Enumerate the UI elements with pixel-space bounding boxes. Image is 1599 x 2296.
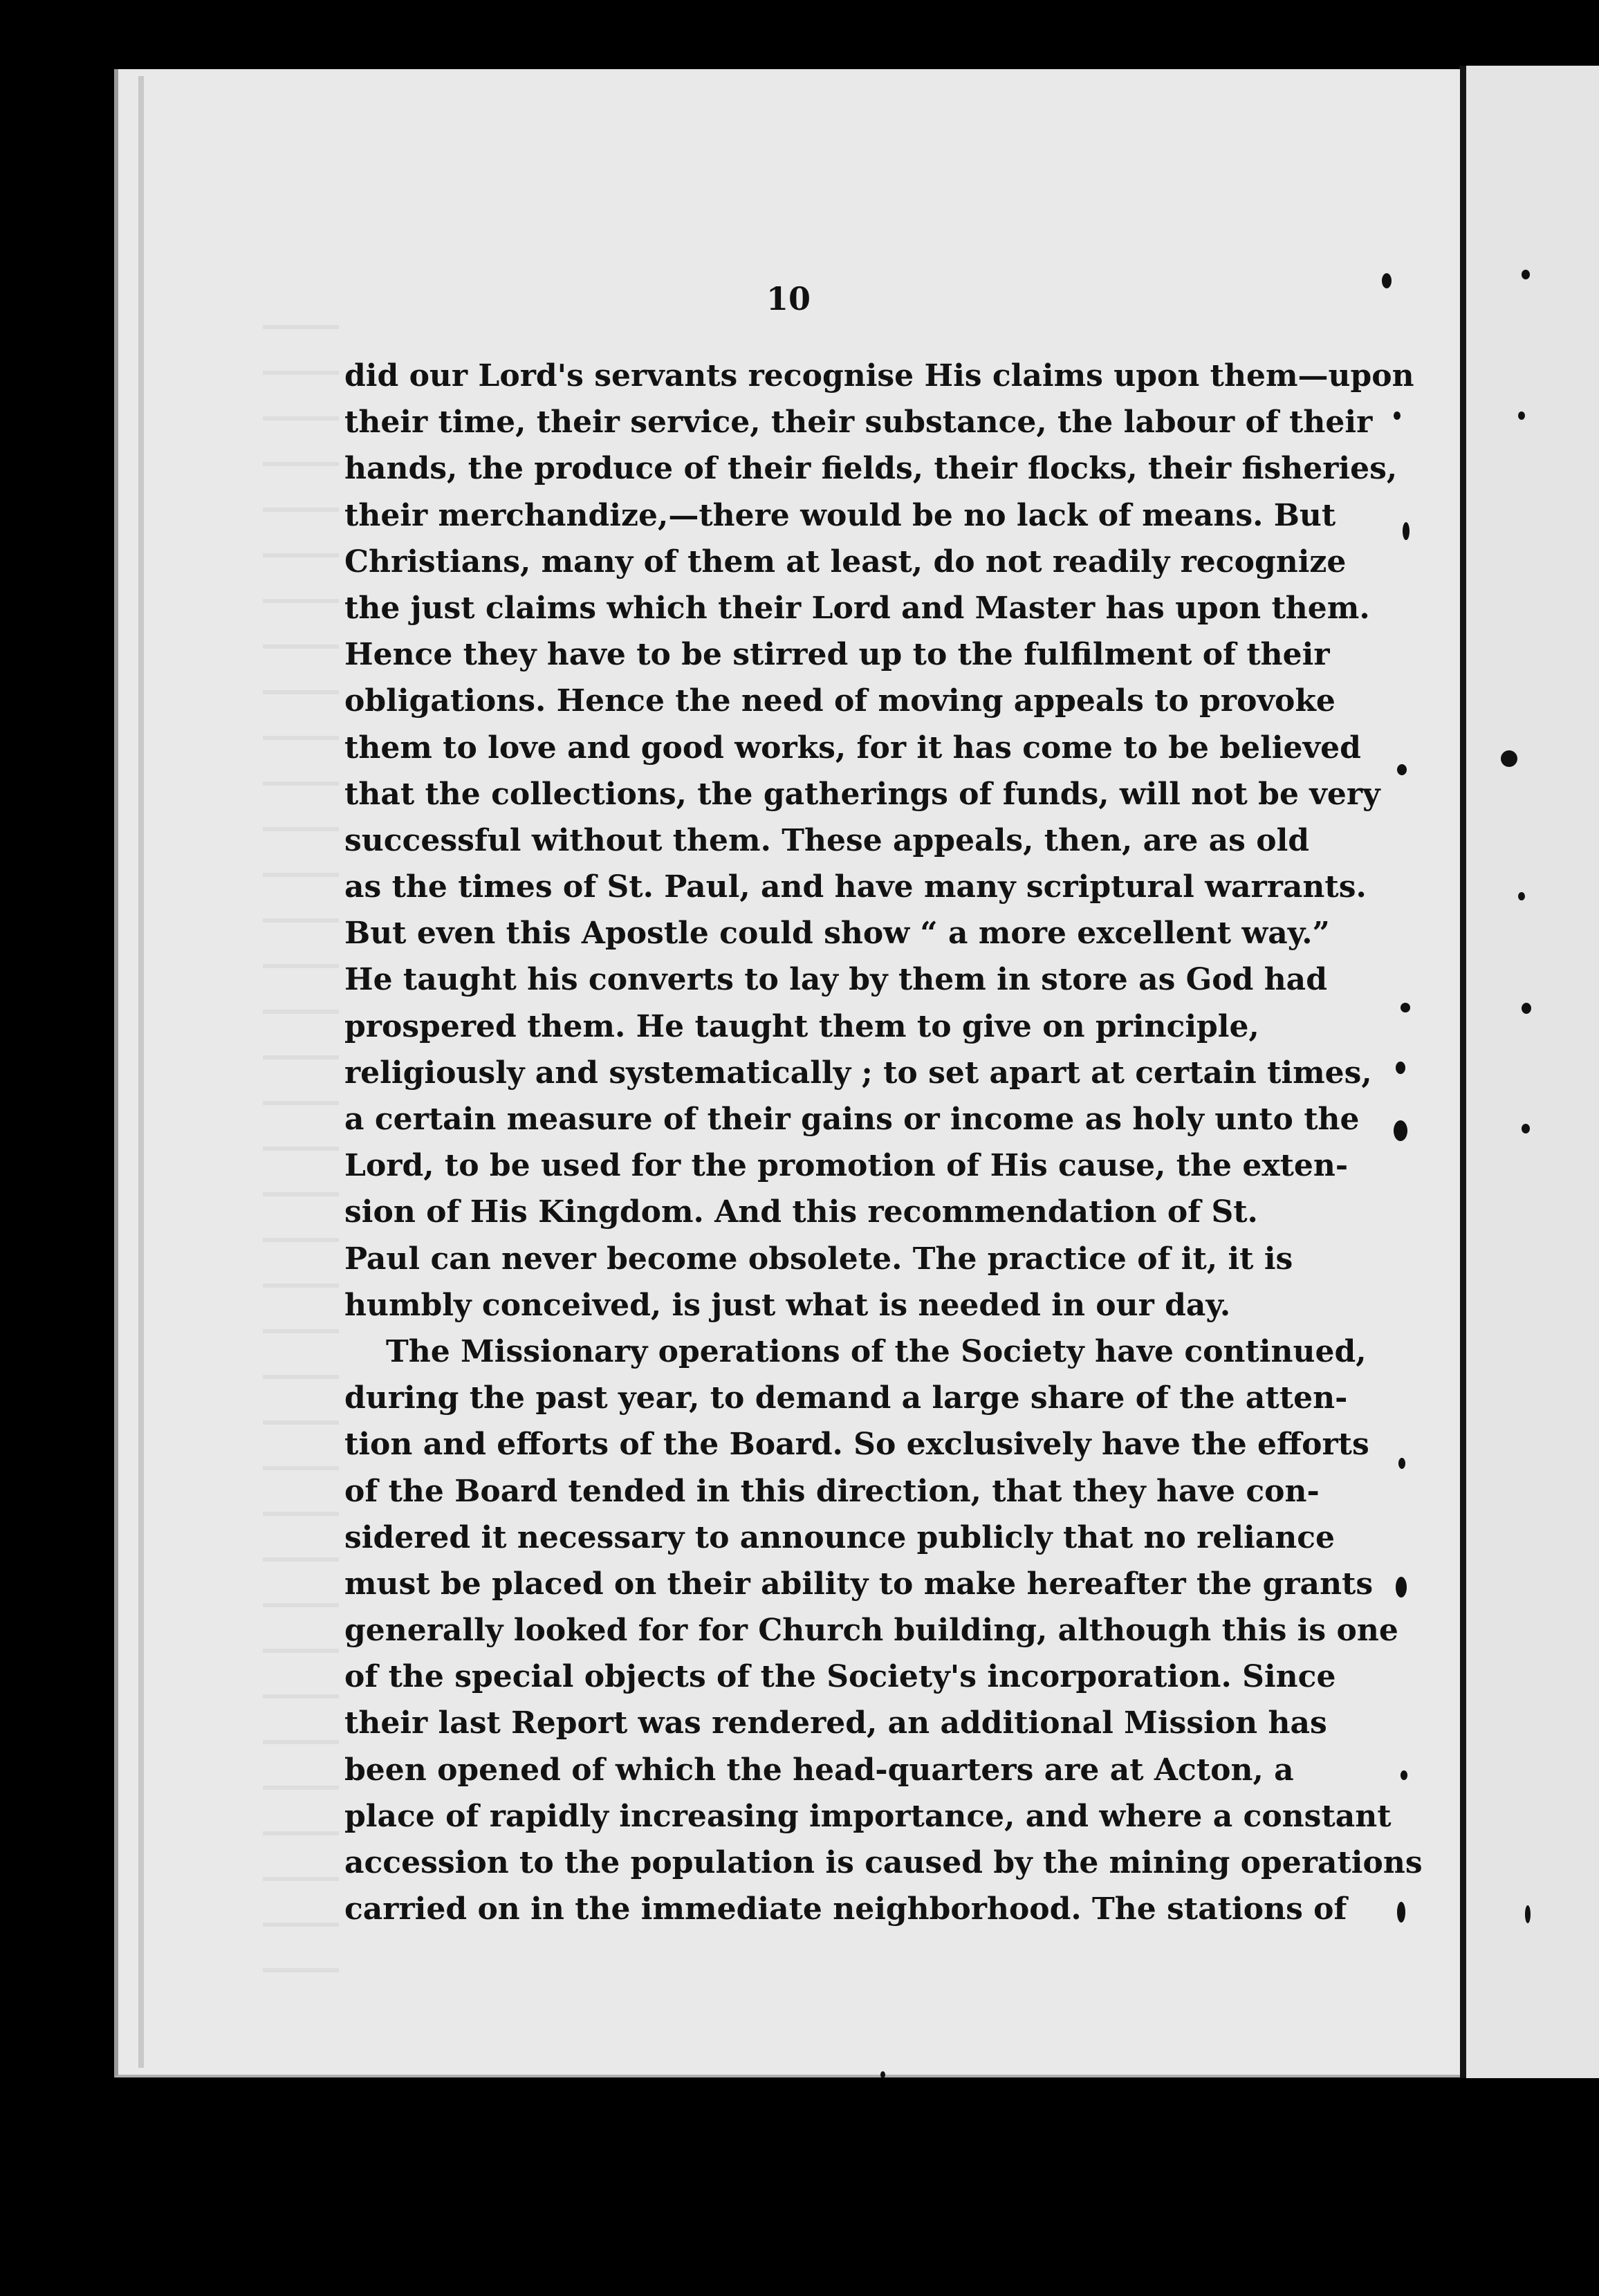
text-line: of the Board tended in this direction, that they have con- xyxy=(344,1473,1320,1509)
ink-speck xyxy=(1396,1577,1407,1598)
text-line: hands, the produce of their fields, their flocks, their fisheries, xyxy=(344,451,1398,487)
text-line: must be placed on their ability to make hereafter the grants xyxy=(344,1566,1374,1602)
ink-speck xyxy=(1522,1003,1531,1014)
body-text xyxy=(344,353,1423,1932)
text-line: tion and efforts of the Board. So exclusively have the efforts xyxy=(344,1427,1369,1463)
text-line: prospered them. He taught them to give on principle, xyxy=(344,1008,1259,1044)
text-line: sidered it necessary to announce publicly that no reliance xyxy=(344,1519,1335,1555)
text-line: Paul can never become obsolete. The practice of it, it is xyxy=(344,1241,1293,1277)
text-line: humbly conceived, is just what is needed in our day. xyxy=(344,1287,1231,1323)
page-edge-shadow xyxy=(138,76,144,2068)
text-line: successful without them. These appeals, then, are as old xyxy=(344,822,1310,858)
bleed-through-text xyxy=(263,325,339,1985)
text-line: But even this Apostle could show “ a more excellent way.” xyxy=(344,916,1330,952)
text-line: been opened of which the head-quarters are at Acton, a xyxy=(344,1752,1294,1788)
ink-speck xyxy=(1394,1120,1407,1141)
ink-speck xyxy=(1522,270,1530,279)
ink-speck xyxy=(1394,411,1401,420)
ink-speck xyxy=(1522,1124,1530,1133)
text-line: He taught his converts to lay by them in store as God had xyxy=(344,962,1327,998)
text-line: The Missionary operations of the Society have continued, xyxy=(386,1333,1367,1369)
ink-speck xyxy=(1525,1905,1531,1923)
paragraph xyxy=(344,353,1414,1328)
text-line: Hence they have to be stirred up to the fulfilment of their xyxy=(344,637,1330,673)
ink-speck xyxy=(1401,1003,1410,1012)
text-line: their last Report was rendered, an additional Mission has xyxy=(344,1705,1327,1741)
text-line: Christians, many of them at least, do not readily recognize xyxy=(344,544,1347,580)
text-line: their time, their service, their substance, the labour of their xyxy=(344,405,1373,441)
text-line: obligations. Hence the need of moving appeals to provoke xyxy=(344,683,1335,719)
ink-speck xyxy=(880,2071,885,2078)
paragraph xyxy=(344,1328,1423,1932)
ink-speck xyxy=(1398,1458,1405,1469)
text-line: Lord, to be used for the promotion of His cause, the exten- xyxy=(344,1148,1349,1184)
ink-speck xyxy=(1403,522,1409,540)
text-line: a certain measure of their gains or income as holy unto the xyxy=(344,1102,1360,1137)
text-line: the just claims which their Lord and Master has upon them. xyxy=(344,590,1370,626)
text-line: as the times of St. Paul, and have many scriptural warrants. xyxy=(344,869,1367,905)
ink-speck xyxy=(1518,892,1525,900)
text-line: them to love and good works, for it has come to be believed xyxy=(344,730,1361,766)
text-line: of the special objects of the Society's incorporation. Since xyxy=(344,1659,1336,1695)
adjacent-page-edge xyxy=(1459,66,1599,2078)
ink-speck xyxy=(1501,750,1517,767)
text-line: accession to the population is caused by the mining operations xyxy=(344,1845,1423,1880)
ink-speck xyxy=(1397,764,1407,775)
ink-speck xyxy=(1518,411,1525,420)
text-line: did our Lord's servants recognise His claims upon them—upon xyxy=(344,358,1414,394)
text-line: that the collections, the gatherings of funds, will not be very xyxy=(344,776,1380,812)
text-line: carried on in the immediate neighborhood. The stations of xyxy=(344,1891,1347,1927)
text-line: place of rapidly increasing importance, and where a constant xyxy=(344,1798,1392,1834)
ink-speck xyxy=(1382,273,1392,288)
text-line: during the past year, to demand a large share of the atten- xyxy=(344,1380,1348,1416)
text-line: sion of His Kingdom. And this recommendation of St. xyxy=(344,1194,1258,1230)
text-line: their merchandize,—there would be no lack of means. But xyxy=(344,497,1336,533)
ink-speck xyxy=(1401,1770,1407,1780)
ink-speck xyxy=(1397,1902,1405,1923)
text-line: generally looked for for Church building, although this is one xyxy=(344,1613,1398,1649)
page-number: 10 xyxy=(766,280,811,317)
text-line: religiously and systematically ; to set apart at certain times, xyxy=(344,1055,1372,1091)
ink-speck xyxy=(1396,1062,1405,1074)
